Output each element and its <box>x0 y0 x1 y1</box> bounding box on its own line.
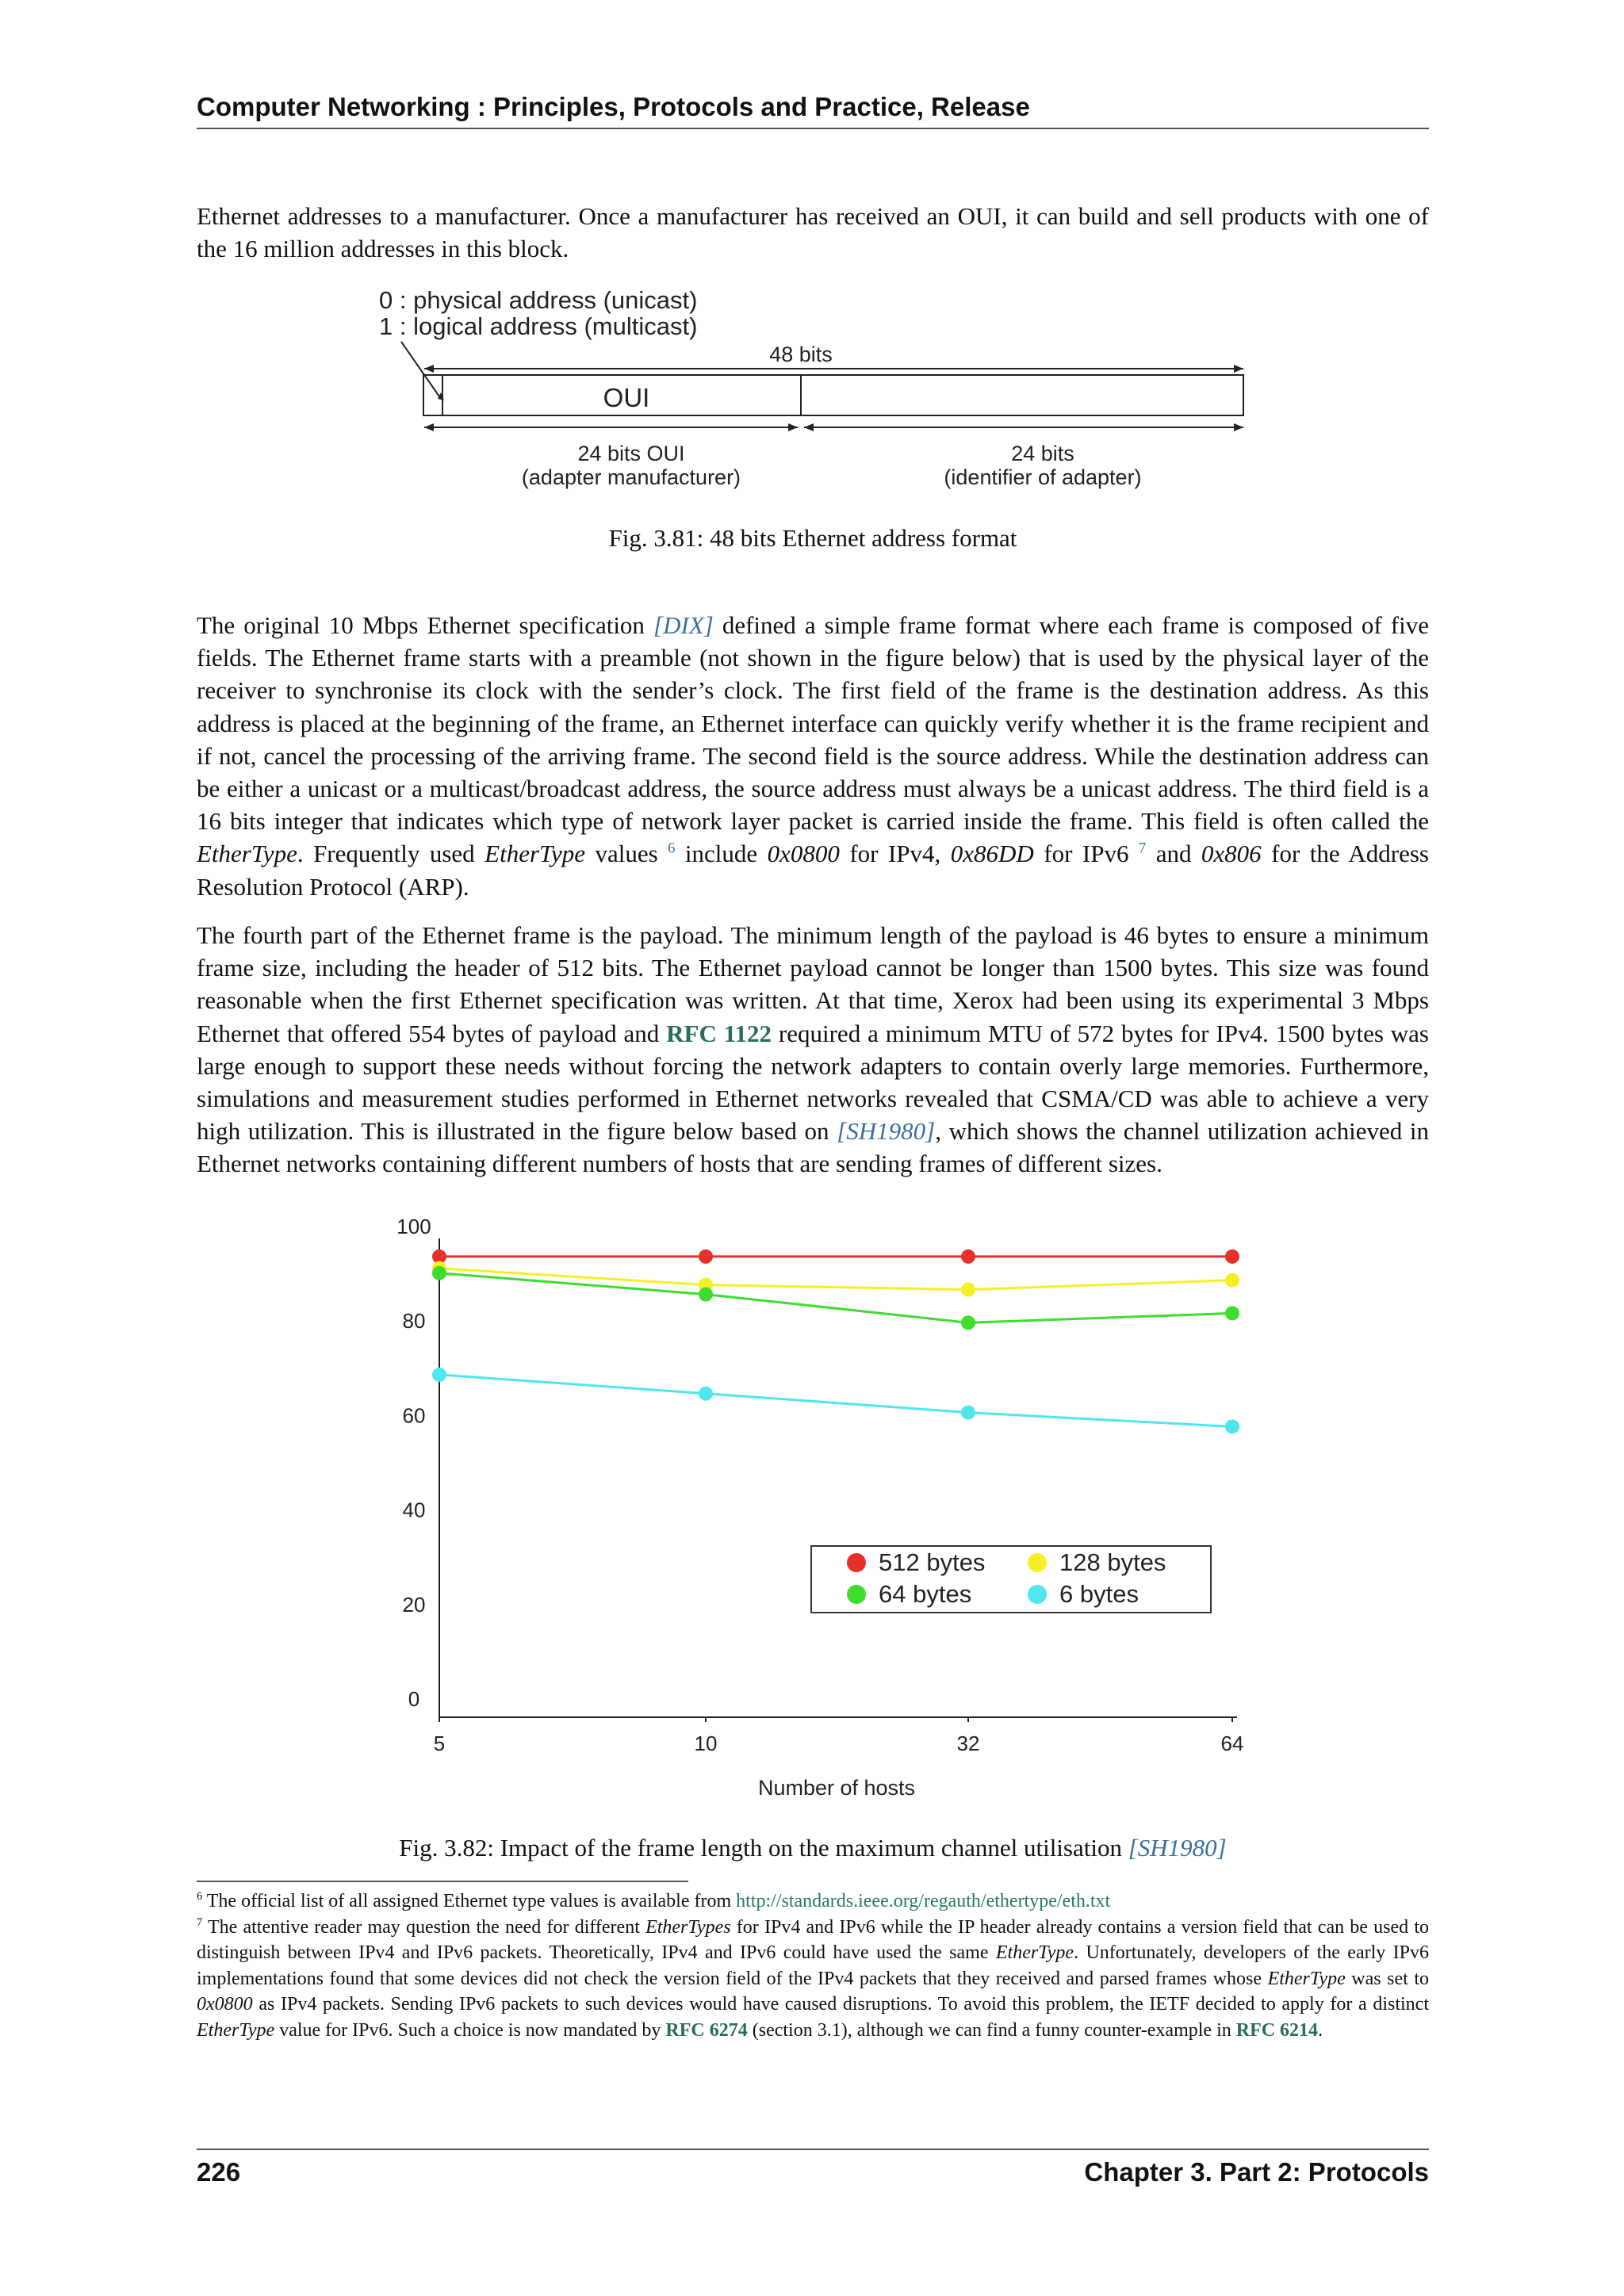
x-axis-title: Number of hosts <box>757 1776 916 1800</box>
series-line-64-bytes <box>439 1273 1232 1323</box>
series-line-128-bytes <box>439 1269 1232 1290</box>
running-title: Computer Networking : Principles, Protocols and Practice, Release <box>197 92 1030 121</box>
rfc-6274-link[interactable]: RFC 6274 <box>665 2019 748 2041</box>
data-point-128-bytes <box>1225 1273 1239 1288</box>
total-arrow-left-head <box>424 365 434 373</box>
pointer-arrow <box>401 342 441 399</box>
total-arrow-right-head <box>1234 365 1243 373</box>
y-tick-label: 20 <box>402 1592 426 1617</box>
header-rule <box>197 128 1429 129</box>
x-tick-label: 5 <box>433 1732 446 1755</box>
data-point-512-bytes <box>699 1249 713 1264</box>
citation-dix[interactable]: [DIX] <box>653 611 714 639</box>
x-tick-label: 64 <box>1220 1732 1244 1755</box>
y-tick-label: 60 <box>402 1403 426 1428</box>
address-format-diagram <box>365 281 1269 499</box>
adapter-arrow-left-head <box>804 423 814 431</box>
ethertype-list-link[interactable]: http://standards.ieee.org/regauth/ethertype/eth.txt <box>736 1891 1111 1911</box>
adapter-arrow-right-head <box>1234 423 1243 431</box>
data-point-6-bytes <box>699 1387 713 1401</box>
rfc-6214-link[interactable]: RFC 6214 <box>1235 2019 1319 2041</box>
data-point-512-bytes <box>961 1249 975 1264</box>
rfc-1122-link[interactable]: RFC 1122 <box>666 1019 772 1047</box>
legend-swatch <box>847 1585 866 1604</box>
caption-citation-sh1980[interactable]: [SH1980] <box>1128 1834 1227 1862</box>
footer-rule <box>197 2149 1429 2150</box>
chart-legend <box>811 1546 1211 1613</box>
legend-label: 512 bytes <box>879 1548 986 1576</box>
data-point-6-bytes <box>1225 1419 1239 1433</box>
data-point-64-bytes <box>699 1288 713 1302</box>
paragraph-frame-format: The original 10 Mbps Ethernet specification [DIX] defined a simple frame format where each frame is composed of five fields. The Ethernet frame starts with a preamble (not shown in the figure below) that is used by the physical layer of the receiver to synchronise its clock with the sender’s clock. The first field of the frame is the destination address. As this address is placed at the beginning of the frame, an Ethernet interface can quickly verify whether it is the frame recipient and if not, cancel the processing of the arriving frame. The second field is the source address. While the destination address can be either a unicast or a multicast/broadcast address, the source address must always be a unicast address. The third field is a 16 bits integer that indicates which type of network layer packet is carried inside the frame. This field is often called the EtherType. Frequently used EtherType values $^6$ include 0x0800 for IPv4, 0x86DD for IPv6 $^7$ and 0x806 for the Address Resolution Protocol (ARP). <box>197 611 1429 901</box>
legend-label: 6 bytes <box>1059 1580 1139 1608</box>
oui-desc-label: (adapter manufacturer) <box>521 465 741 489</box>
page-number: 226 <box>197 2157 241 2187</box>
y-tick-label: 40 <box>402 1498 426 1522</box>
intro-paragraph: Ethernet addresses to a manufacturer. Once a manufacturer has received an OUI, it can build and sell products with one of the 16 million addresses in this block. <box>197 202 1429 263</box>
total-bits-label: 48 bits <box>769 342 833 366</box>
bit1-label: 1 : logical address (multicast) <box>379 312 698 340</box>
footnote-ref-6[interactable]: 6 <box>668 840 676 858</box>
data-point-6-bytes <box>432 1368 446 1382</box>
data-point-64-bytes <box>432 1266 446 1280</box>
oui-bits-label: 24 bits OUI <box>577 442 685 465</box>
paragraph-payload: The fourth part of the Ethernet frame is the payload. The minimum length of the payload is 46 bytes to ensure a minimum frame size, including the header of 512 bits. The Ethernet payload cannot be longer than 1500 bytes. This size was found reasonable when the first Ethernet specification was written. At that time, Xerox had been using its experimental 3 Mbps Ethernet that offered 554 bytes of payload and RFC 1122 required a minimum MTU of 572 bytes for IPv4. 1500 bytes was large enough to support these needs without forcing the network adapters to contain overly large memories. Furthermore, simulations and measurement studies performed in Ethernet networks revealed that CSMA/CD was able to achieve a very high utilization. This is illustrated in the figure below based on [SH1980], which shows the channel utilization achieved in Ethernet networks containing different numbers of hosts that are sending frames of different sizes. <box>197 921 1430 1178</box>
data-point-128-bytes <box>961 1283 975 1297</box>
oui-arrow-left-head <box>424 423 434 431</box>
footnote-rule <box>197 1881 688 1882</box>
adapter-bits-label: 24 bits <box>1011 442 1074 465</box>
footnote-7: $^7$ The attentive reader may question the need for different EtherTypes for IPv4 and IPv6 while the IP header already contains a version field that can be used to distinguish between IPv4 and IPv6 packets. Theoretically, IPv4 and IPv6 could have used the same EtherType. Unfortunately, developers of the early IPv6 implementations found that some devices did not check the version field of the IPv4 packets that they received and parsed frames whose EtherType was set to 0x0800 as IPv4 packets. Sending IPv6 packets to such devices would have caused disruptions. To avoid this problem, the IETF decided to apply for a distinct EtherType value for IPv6. Such a choice is now mandated by RFC 6274 (section 3.1), although we can find a funny counter-example in RFC 6214. <box>197 1916 1430 2041</box>
y-tick-label: 80 <box>402 1309 426 1334</box>
figure-3-81-caption: Fig. 3.81: 48 bits Ethernet address format <box>608 524 1017 552</box>
footnote-ref-7[interactable]: 7 <box>1138 840 1147 858</box>
bit0-label: 0 : physical address (unicast) <box>379 286 698 314</box>
figure-3-82-caption: Fig. 3.82: Impact of the frame length on the maximum channel utilisation [SH1980] <box>399 1834 1227 1862</box>
legend-swatch <box>1028 1585 1047 1604</box>
y-tick-label: 100 <box>396 1215 431 1238</box>
legend-swatch <box>847 1553 866 1572</box>
oui-label: OUI <box>603 383 650 412</box>
footnote-6: $^6$ The official list of all assigned Ethernet type values is available from http://standards.ieee.org/regauth/ethertype/eth.txt <box>197 1890 1111 1911</box>
y-tick-label: 0 <box>408 1687 420 1711</box>
data-point-64-bytes <box>961 1315 975 1330</box>
adapter-desc-label: (identifier of adapter) <box>944 465 1142 489</box>
x-tick-label: 10 <box>694 1732 718 1755</box>
legend-label: 128 bytes <box>1059 1548 1166 1576</box>
data-point-6-bytes <box>961 1406 975 1420</box>
citation-sh1980[interactable]: [SH1980] <box>837 1117 936 1146</box>
legend-swatch <box>1028 1553 1047 1572</box>
utilization-chart <box>357 1215 1277 1816</box>
x-tick-label: 32 <box>956 1732 980 1755</box>
series-line-6-bytes <box>439 1375 1232 1427</box>
chapter-title: Chapter 3. Part 2: Protocols <box>1084 2157 1429 2187</box>
data-point-64-bytes <box>1225 1306 1239 1320</box>
oui-arrow-right-head <box>788 423 798 431</box>
address-box <box>423 375 1243 415</box>
data-point-512-bytes <box>1225 1249 1239 1264</box>
legend-label: 64 bytes <box>879 1580 972 1608</box>
